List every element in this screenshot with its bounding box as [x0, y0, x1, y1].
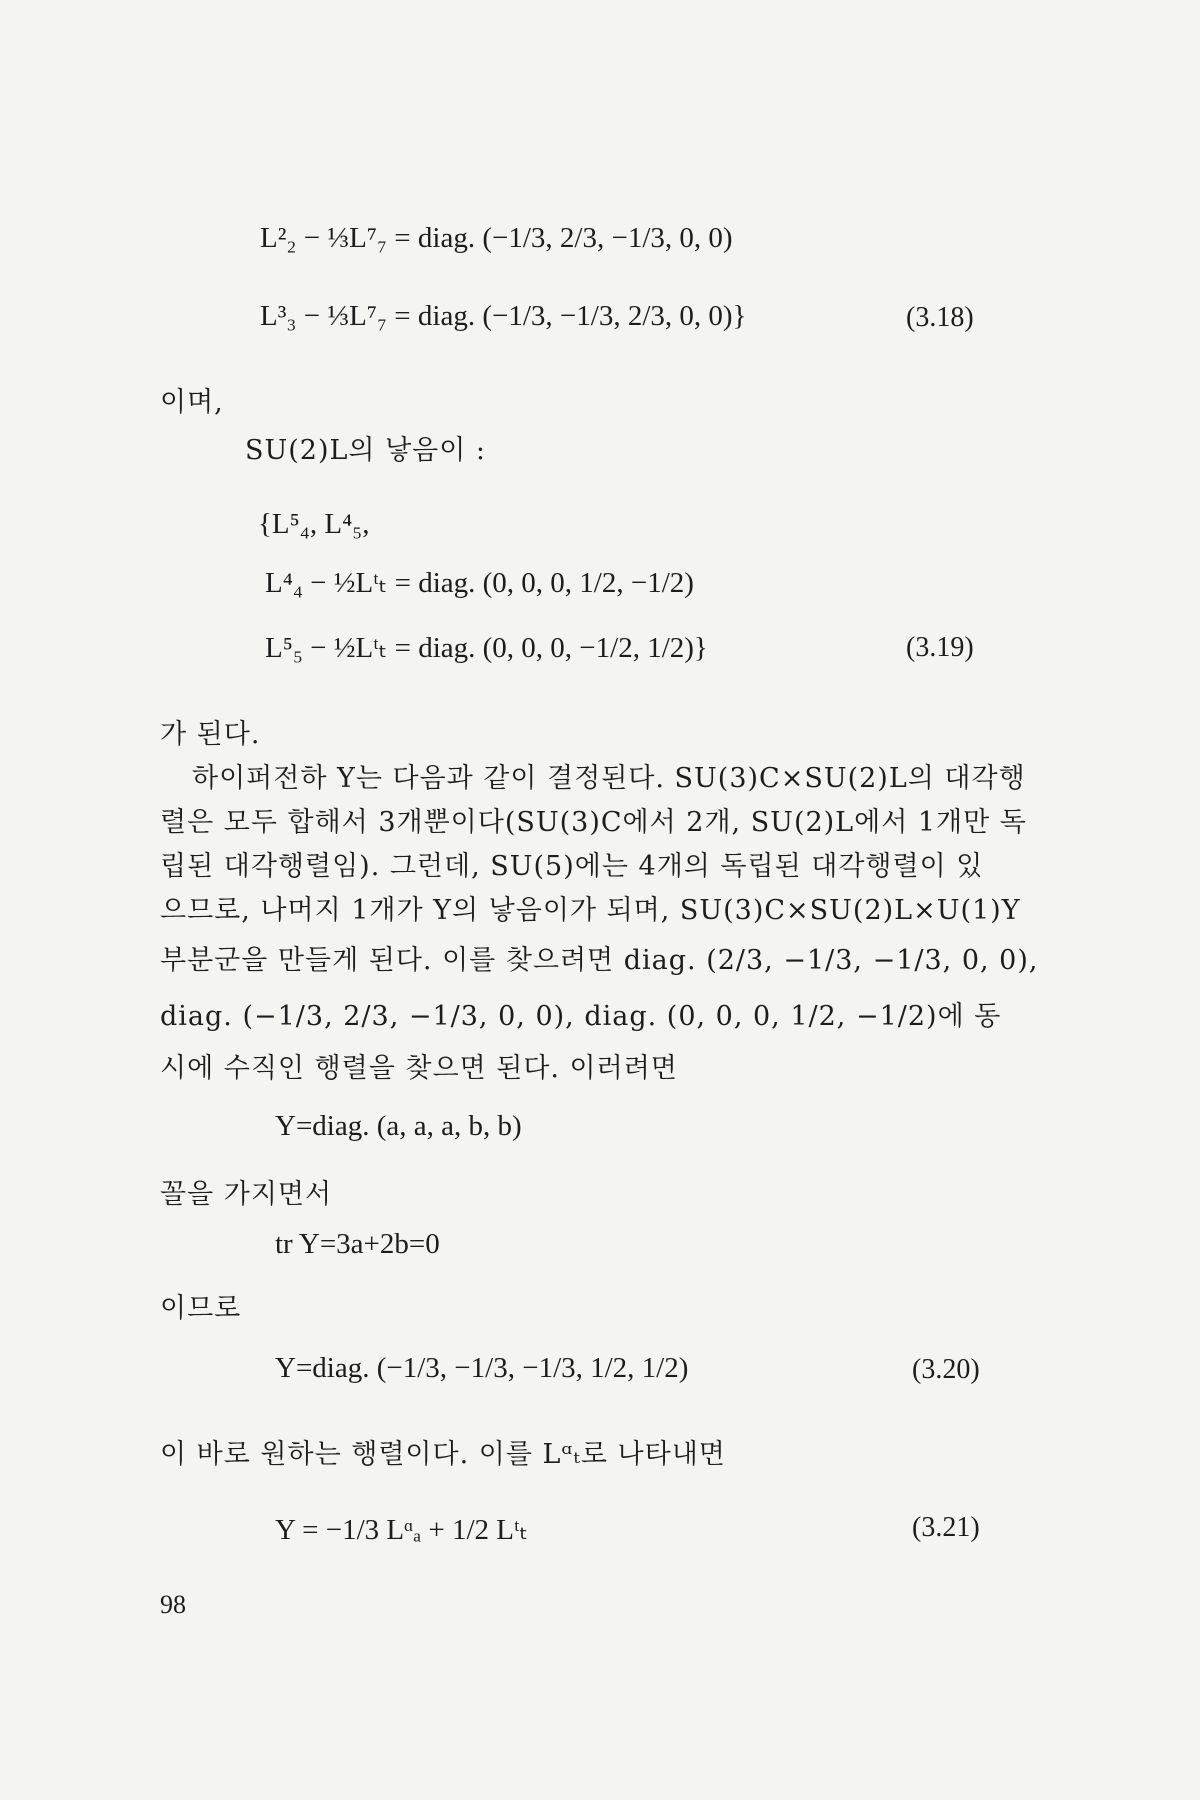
paragraph-line: 하이퍼전하 Y는 다음과 같이 결정된다. SU(3)C×SU(2)L의 대각행 [192, 763, 1026, 794]
page-number: 98 [160, 1590, 186, 1619]
paragraph-line: 부분군을 만들게 된다. 이를 찾으려면 diag. (2/3, −1/3, −1/3, 0, 0), [160, 945, 1039, 976]
equation-number: (3.21) [912, 1512, 980, 1543]
equation-trace: tr Y=3a+2b=0 [275, 1228, 440, 1260]
equation-3-19-set: {L⁵₄, L⁴₅, [258, 508, 370, 540]
equation-3-18-line1: L²₂ − ⅓L⁷₇ = diag. (−1/3, 2/3, −1/3, 0, 0) [260, 222, 733, 254]
equation-3-20: Y=diag. (−1/3, −1/3, −1/3, 1/2, 1/2) [275, 1352, 689, 1384]
text-line: SU(2)L의 낳음이 : [245, 435, 487, 466]
text-line: 이 바로 원하는 행렬이다. 이를 Lᵅₜ로 나타내면 [160, 1439, 726, 1470]
equation-3-18-line2: L³₃ − ⅓L⁷₇ = diag. (−1/3, −1/3, 2/3, 0, 0)} [260, 300, 747, 332]
text-line: 이며, [160, 387, 224, 418]
paragraph-line: 립된 대각행렬임). 그런데, SU(5)에는 4개의 독립된 대각행렬이 있 [160, 851, 984, 882]
text-line: 가 된다. [160, 719, 261, 750]
paragraph-line: 시에 수직인 행렬을 찾으면 된다. 이러려면 [160, 1053, 678, 1084]
paragraph-line: 으므로, 나머지 1개가 Y의 낳음이가 되며, SU(3)C×SU(2)L×U(1)Y [160, 895, 1021, 926]
equation-3-21: Y = −1/3 Lᵅₐ + 1/2 Lᵗₜ [275, 1514, 529, 1546]
equation-3-19-line1: L⁴₄ − ½Lᵗₜ = diag. (0, 0, 0, 1/2, −1/2) [265, 567, 694, 599]
equation-number: (3.19) [906, 632, 974, 663]
paragraph-line: 렬은 모두 합해서 3개뿐이다(SU(3)C에서 2개, SU(2)L에서 1개만 독 [160, 807, 1027, 838]
text-line: 꼴을 가지면서 [160, 1179, 333, 1210]
equation-number: (3.18) [906, 302, 974, 333]
equation-3-19-line2: L⁵₅ − ½Lᵗₜ = diag. (0, 0, 0, −1/2, 1/2)} [265, 632, 708, 664]
paragraph-line: diag. (−1/3, 2/3, −1/3, 0, 0), diag. (0, 0, 0, 1/2, −1/2)에 동 [160, 1001, 1002, 1032]
equation-y-form: Y=diag. (a, a, a, b, b) [275, 1110, 522, 1142]
equation-number: (3.20) [912, 1354, 980, 1385]
text-line: 이므로 [160, 1293, 242, 1324]
